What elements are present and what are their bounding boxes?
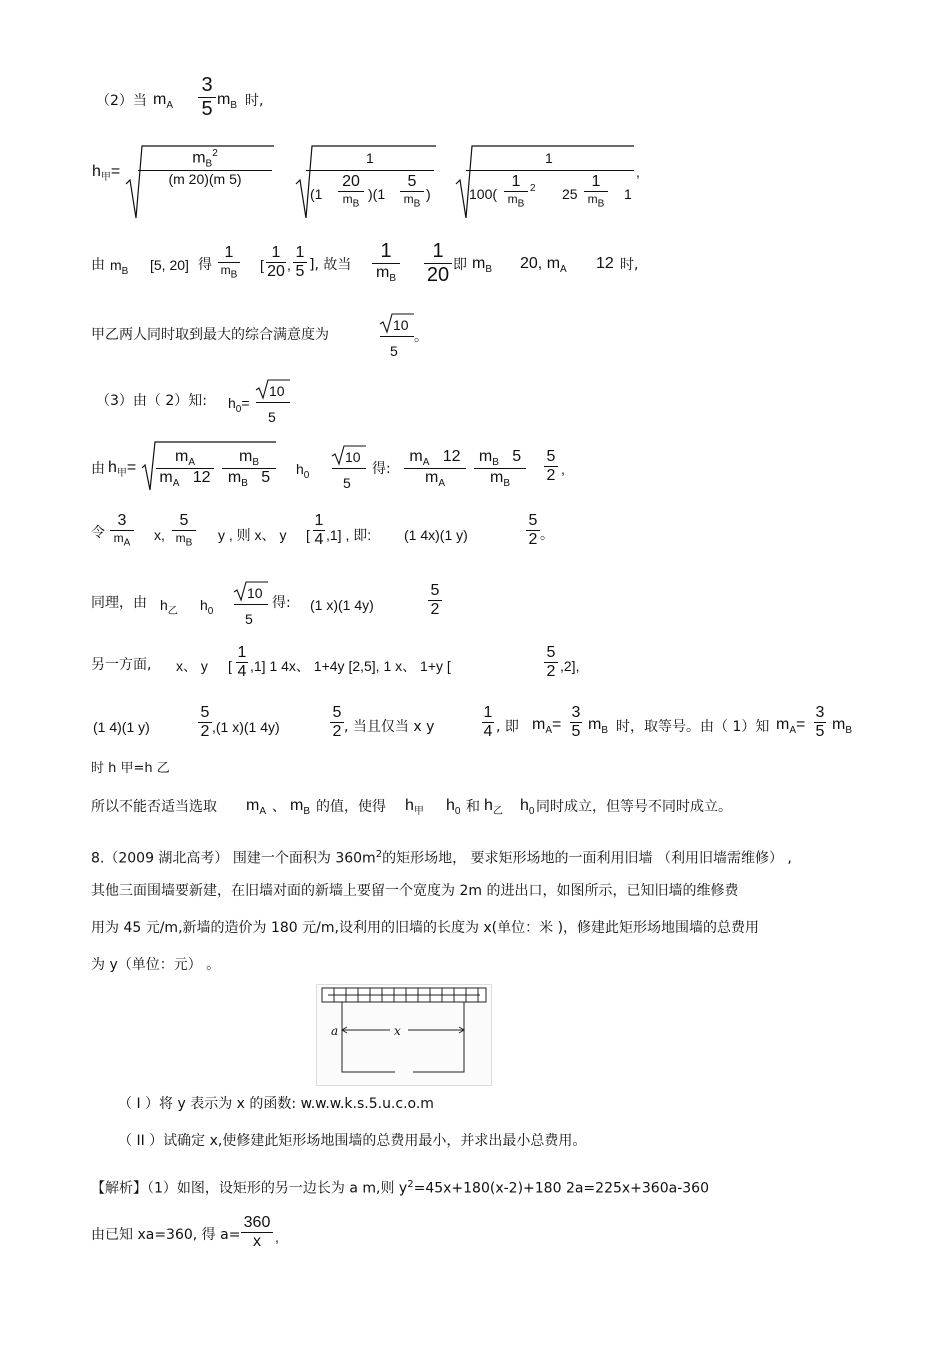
- line3-frac-big-1-20: 1 20: [424, 240, 452, 287]
- line7-c: y , 则 x、 y: [218, 527, 287, 543]
- line7-a: 令: [91, 525, 105, 541]
- line10-d: , 即: [496, 719, 519, 735]
- mA-symbol: $m_A$: [153, 91, 173, 112]
- line8-bar: [234, 604, 268, 605]
- line7-frac-3-mA: 3 $m_A$: [110, 512, 134, 548]
- term3-den-c: 25: [562, 186, 578, 202]
- q8-line3: 用为 45 元/m,新墙的造价为 180 元/m,设利用的旧墙的长度为 x(单位：米 )，修建此矩形场地围墙的总费用: [91, 920, 760, 936]
- figure-rectangle: [316, 984, 492, 1086]
- line6-frac-5-2: 5 2: [544, 448, 558, 485]
- line4-period: 。: [414, 329, 428, 345]
- line12-h0a: $h_0$: [446, 797, 461, 818]
- line4-text: 甲乙两人同时取到最大的综合满意度为: [91, 327, 329, 343]
- line3-mB: $m_B$: [110, 257, 129, 277]
- line12-mB: $m_B$: [290, 797, 310, 818]
- line10-b: ,(1 x)(1 4y): [212, 719, 280, 735]
- line9-d: ,1] 1 4x、 1+4y [2,5], 1 x、 1+y [: [250, 658, 451, 674]
- line3-frac-1-5: 1 5: [293, 244, 307, 281]
- line6-frac2: $m_B$ $m_B$ 5: [222, 448, 276, 489]
- line8-sqrt10: 10: [247, 585, 263, 601]
- line6-bar: [332, 468, 366, 469]
- solution-line1: 【解析】（1）如图，设矩形的另一边长为 a m,则 $y^2=45x+180(x-2)+180$ 2a=225x+360a-360: [91, 1179, 709, 1197]
- line10-mA2: $m_A=$: [776, 716, 806, 737]
- line7-frac-5-mB: 5 $m_B$: [172, 512, 196, 548]
- term3-den-a: 100(: [469, 186, 498, 202]
- term3-den-d: 1: [624, 186, 632, 202]
- line3-c: 得: [198, 257, 212, 273]
- term2-den-e: ): [426, 186, 431, 202]
- line3-f: 即: [453, 257, 467, 273]
- line4-sqrt10: 10: [393, 317, 409, 333]
- line8-den: 5: [245, 611, 253, 627]
- line10-frac3: 1 4: [483, 704, 493, 740]
- p3-h0: $h_0=$: [228, 395, 250, 415]
- line8-frac-5-2: 5 2: [428, 582, 442, 619]
- p3-den: 5: [268, 409, 276, 425]
- line6-b: 得:: [372, 461, 391, 477]
- line7-e: ,1] , 即:: [326, 527, 372, 543]
- term2-one: 1: [366, 150, 374, 166]
- line7-frac-5-2: 5 2: [526, 512, 540, 549]
- line10-frac2: 5 2: [330, 704, 344, 741]
- line12-h0b: $h_0$: [520, 797, 535, 818]
- line10-mB2: $m_B$: [832, 716, 852, 737]
- line12-e: 同时成立，但等号不同时成立。: [536, 799, 732, 815]
- line9-a: 另一方面,: [91, 657, 152, 673]
- line12-b: 、: [272, 799, 286, 815]
- line4-bar: [380, 336, 414, 337]
- line10-mA: $m_A=$: [532, 716, 562, 737]
- line6-comma: ,: [561, 461, 565, 477]
- line8-hyi: $h_乙$: [160, 597, 178, 617]
- line7-f: (1 4x)(1 y): [404, 527, 468, 543]
- line6-den5: 5: [343, 475, 351, 491]
- term3-one: 1: [545, 150, 553, 166]
- term3-bar: [466, 170, 634, 171]
- line9-frac-5-2: 5 2: [544, 644, 558, 681]
- q8-line4: 为 y（单位：元） 。: [91, 957, 221, 973]
- figure-label-a: a: [331, 1024, 339, 1038]
- line3-mB2: $m_B$: [472, 255, 492, 276]
- line6-a: 由: [91, 461, 105, 477]
- line9-e: ,2],: [560, 658, 580, 674]
- subq-2: （ II ）试确定 x,使修建此矩形场地围墙的总费用最小，并求出最小总费用。: [118, 1133, 587, 1149]
- line6-frac1: $m_A$ $m_A$ 12: [156, 448, 214, 489]
- line6-frac4: $m_B$ 5 $m_B$: [474, 448, 526, 489]
- line3-d: [: [260, 257, 264, 273]
- term2-den-a: (1: [310, 186, 323, 202]
- line8-a: 同理，由: [91, 595, 147, 611]
- line3-frac-1-mB: 1 $m_B$: [218, 244, 240, 280]
- line10-e: 时，取等号。由（ 1）知: [616, 719, 770, 735]
- term2-frac-20: 20 $m_B$: [338, 173, 364, 209]
- line7-d: [: [306, 527, 310, 543]
- line8-c: (1 x)(1 4y): [310, 597, 374, 613]
- line9-c: [: [228, 658, 232, 674]
- last-line-text: 由已知 xa=360, 得 a=: [91, 1227, 241, 1243]
- line7-b: x,: [154, 527, 165, 543]
- term2-bar: [306, 170, 434, 171]
- line9-frac-1-4: 1 4: [237, 644, 247, 680]
- last-comma: ,: [275, 1229, 279, 1245]
- term2-den-c: )(1: [368, 186, 386, 202]
- line3-g: 20, $m_A$: [520, 255, 567, 276]
- line12-c: 的值，使得: [316, 799, 386, 815]
- line10-frac-3-5b: 3 5: [815, 704, 825, 740]
- term3-frac-2: 1 $m_B$: [584, 173, 608, 209]
- line7-period: 。: [540, 527, 554, 543]
- fraction-3-5: 3 5: [198, 74, 216, 121]
- line3-h: 12: [596, 255, 614, 272]
- line9-b: x、 y: [176, 658, 208, 674]
- line6-h0: $h_0$: [296, 461, 310, 481]
- line10-a: (1 4)(1 y): [93, 719, 150, 735]
- term2-frac-5: 5 $m_B$: [400, 173, 424, 209]
- q8-line2: 其他三面围墙要新建，在旧墙对面的新墙上要留一个宽度为 2m 的进出口，如图所示，已知旧墙的维修费: [91, 883, 739, 899]
- p3-sqrt10: 10: [269, 383, 285, 399]
- figure-label-x: x: [394, 1024, 401, 1038]
- h-jia-term1: $m_B^2$ (m 20)(m 5): [138, 148, 272, 187]
- last-frac-360-x: 360 x: [241, 1214, 273, 1251]
- line3-interval: [5, 20]: [150, 257, 189, 273]
- subq-1: （ I ）将 y 表示为 x 的函数: w.w.w.k.s.5.u.c.o.m: [118, 1096, 434, 1112]
- h-jia-symbol: $h_甲=$: [92, 163, 121, 184]
- line3-frac-big-1-mB: 1 $m_B$: [372, 240, 400, 284]
- line6-hjia: $h_甲=$: [108, 459, 137, 480]
- line10-frac-3-5: 3 5: [571, 704, 581, 740]
- p3-bar: [256, 402, 290, 403]
- line6-sqrt10: 10: [345, 449, 361, 465]
- q8-line1: 8.（2009 湖北高考） 围建一个面积为 $360m^2$的矩形场地， 要求矩形场地的一面利用旧墙 （利用旧墙需维修） ,: [91, 849, 792, 867]
- line12-hjia: $h_甲$: [405, 797, 424, 818]
- line3-e: ], 故当: [309, 257, 352, 273]
- line3-frac-1-20: 1 20: [267, 244, 285, 280]
- mB-symbol: $m_B$: [217, 91, 237, 112]
- line12-a: 所以不能否适当选取: [91, 799, 217, 815]
- line8-b: 得:: [272, 595, 291, 611]
- line12-hyi: $h_乙$: [484, 797, 503, 818]
- line7-frac-1-4: 1 4: [314, 512, 324, 548]
- line4-den: 5: [390, 343, 398, 359]
- term3-frac-1: 1 $m_B$: [504, 173, 528, 209]
- line12-mA: $m_A$: [246, 797, 266, 818]
- line8-h0: $h_0$: [200, 597, 214, 617]
- p3-label: （3）由（ 2）知:: [96, 393, 207, 409]
- line6-frac3: $m_A$ 12 $m_A$: [404, 448, 466, 489]
- line11: 时 h 甲=h 乙: [91, 761, 170, 776]
- p2-label: （2）当: [96, 93, 147, 109]
- line12-d: 和: [466, 799, 480, 815]
- line3-i: 时,: [620, 257, 639, 273]
- line3-comma1: ,: [287, 257, 291, 273]
- line10-frac1: 5 2: [198, 704, 212, 741]
- line10-mB: $m_B$: [588, 716, 608, 737]
- line3-a: 由: [91, 257, 105, 273]
- p2-tail: 时,: [245, 93, 264, 109]
- line2-comma: ,: [636, 164, 640, 180]
- line10-c: , 当且仅当 x y: [344, 719, 435, 735]
- term3-sq: 2: [530, 183, 536, 194]
